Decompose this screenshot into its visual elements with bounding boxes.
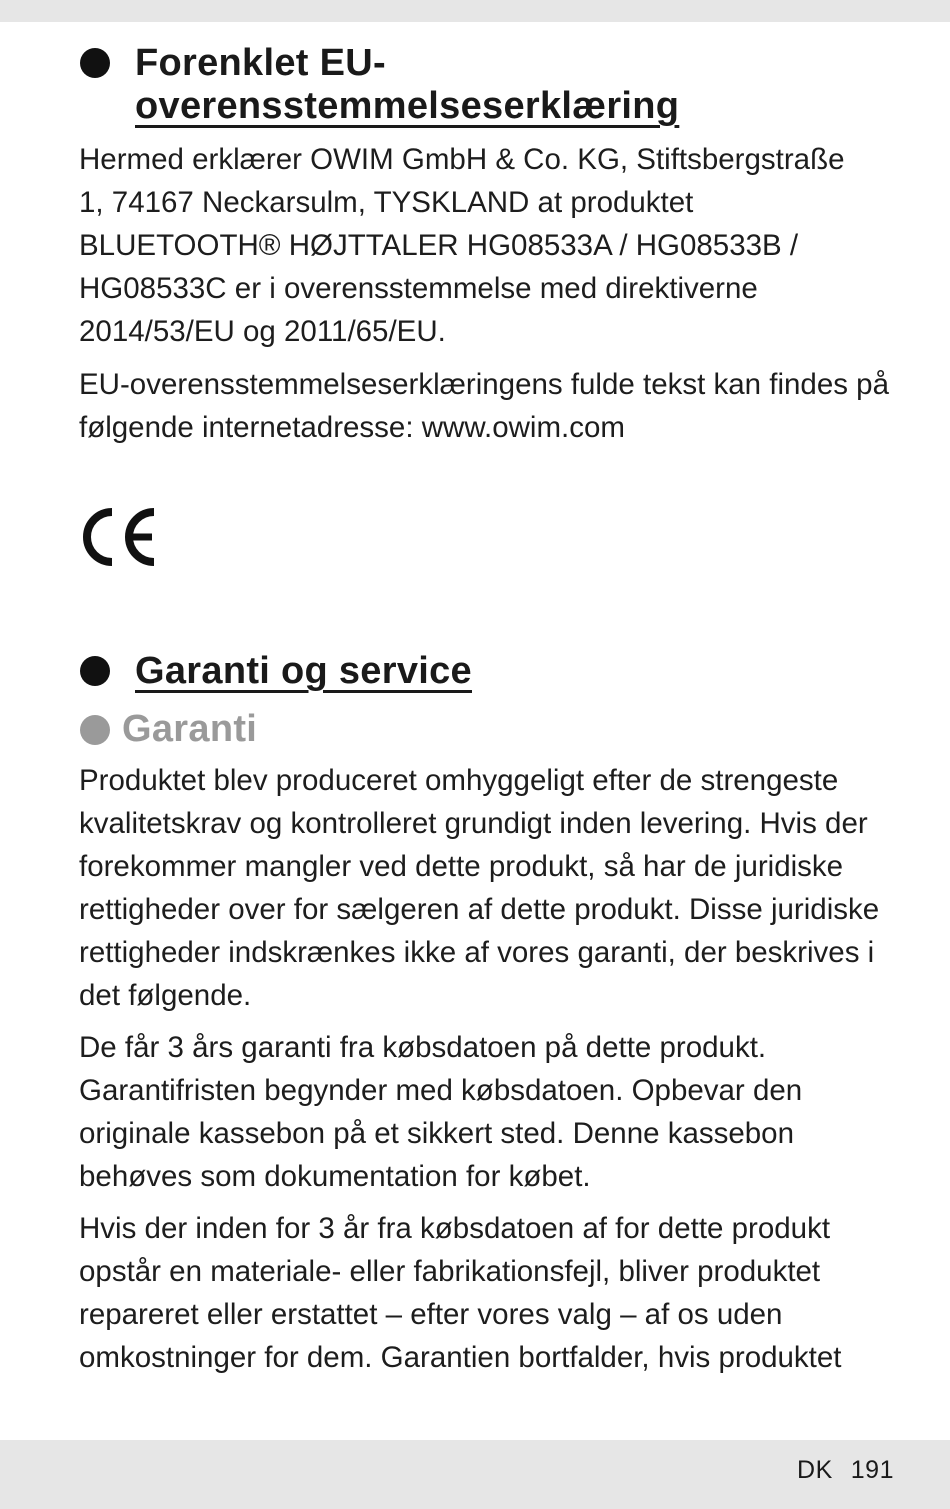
warranty-paragraph-2 xyxy=(79,1026,919,1198)
text-line: kvalitetskrav og kontrolleret grundigt inden levering. Hvis der xyxy=(79,807,868,840)
text-line: Hermed erklærer OWIM GmbH & Co. KG, Stiftsbergstraße xyxy=(79,143,845,176)
text-line: det følgende. xyxy=(79,979,252,1012)
text-line: rettigheder over for sælgeren af dette produkt. Disse juridiske xyxy=(79,893,880,926)
text-line: 2014/53/EU og 2011/65/EU. xyxy=(79,315,446,348)
bullet-icon xyxy=(80,715,110,745)
declaration-paragraph xyxy=(79,138,919,353)
heading-text: Garanti og service xyxy=(135,650,472,692)
text-line: EU-overensstemmelseserklæringens fulde tekst kan findes på xyxy=(79,368,889,401)
ce-mark-icon xyxy=(78,506,162,573)
top-margin-bar xyxy=(0,0,950,22)
section-heading-declaration xyxy=(80,42,679,128)
bullet-icon xyxy=(80,48,110,78)
text-line: Hvis der inden for 3 år fra købsdatoen af for dette produkt xyxy=(79,1212,831,1245)
text-line: opstår en materiale- eller fabrikationsfejl, bliver produktet xyxy=(79,1255,821,1288)
text-line: Produktet blev produceret omhyggeligt efter de strengeste xyxy=(79,764,839,797)
text-line: BLUETOOTH® HØJTTALER HG08533A / HG08533B / xyxy=(79,229,799,262)
full-text-paragraph xyxy=(79,363,919,449)
heading-line-1: Forenklet EU- xyxy=(135,42,386,84)
text-line: omkostninger for dem. Garantien bortfalder, hvis produktet xyxy=(79,1341,842,1374)
language-code: DK xyxy=(797,1456,833,1484)
text-line: Garantifristen begynder med købsdatoen. Opbevar den xyxy=(79,1074,803,1107)
text-line: rettigheder indskrænkes ikke af vores garanti, der beskrives i xyxy=(79,936,875,969)
text-line: HG08533C er i overensstemmelse med direktiverne xyxy=(79,272,758,305)
text-line: forekommer mangler ved dette produkt, så har de juridiske xyxy=(79,850,844,883)
text-line: følgende internetadresse: www.owim.com xyxy=(79,411,625,444)
text-line: repareret eller erstattet – efter vores valg – af os uden xyxy=(79,1298,783,1331)
subheading-warranty xyxy=(80,708,257,751)
heading-line-2: overensstemmelseserklæring xyxy=(135,85,680,127)
page-footer xyxy=(797,1456,894,1485)
text-line: originale kassebon på et sikkert sted. Denne kassebon xyxy=(79,1117,794,1150)
warranty-paragraph-3 xyxy=(79,1207,919,1379)
bullet-icon xyxy=(80,656,110,686)
text-line: behøves som dokumentation for købet. xyxy=(79,1160,591,1193)
text-line: De får 3 års garanti fra købsdatoen på dette produkt. xyxy=(79,1031,767,1064)
subheading-text: Garanti xyxy=(122,708,258,750)
warranty-paragraph-1 xyxy=(79,759,919,1017)
text-line: 1, 74167 Neckarsulm, TYSKLAND at produktet xyxy=(79,186,694,219)
section-heading-warranty-service xyxy=(80,650,472,693)
page-number: 191 xyxy=(850,1456,894,1484)
